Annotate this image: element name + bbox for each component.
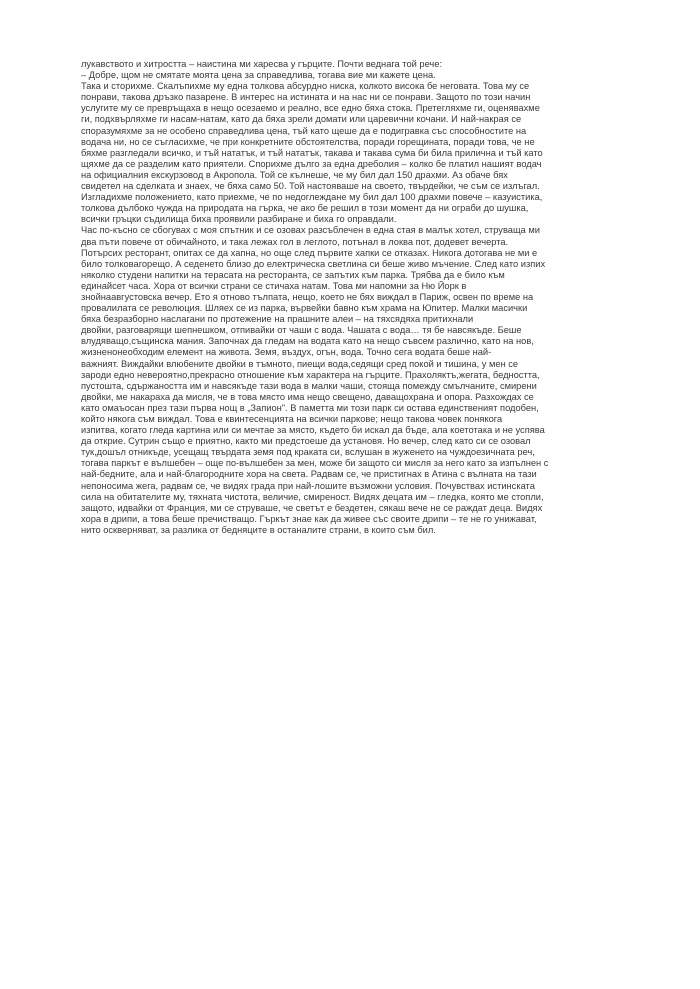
text-line: свидетел на сделката и знаех, че бяха само 50. Той настояваше на своето, твърдейки, че съм се излъгал. xyxy=(81,181,540,192)
text-line: влудяващо,същинска мания. Започнах да гледам на водата като на нещо съвсем различно, като на нов, xyxy=(81,336,534,347)
text-line: Потърсих ресторант, опитах се да хапна, но още след първите хапки се отказах. Никога дотогава не ми е xyxy=(81,247,538,258)
body-text xyxy=(81,59,641,536)
text-line: единайсет часа. Хора от всички страни се стичаха натам. Това ми напомни за Ню Йорк в xyxy=(81,280,467,291)
text-line: понрави, такова дръзко пазарене. В интерес на истината и на нас ни се понрави. Защото по този начин xyxy=(81,92,531,103)
text-line: защото, идвайки от Франция, ми се струваше, че светът е бездетен, сякаш вече не се раждат деца. Видях xyxy=(81,502,543,513)
text-line: знойнаавгустовска вечер. Ето я отново тълпата, нещо, което не бях виждал в Париж, освен по време на xyxy=(81,291,534,302)
text-line: жизненонеобходим елемент на живота. Земя, въздух, огън, вода. Точно сега водата беше най- xyxy=(81,347,492,358)
text-line: услугите му се превръщаха в нещо осезаемо и реално, все едно бяха стока. Претегляхме ги, оценявахме xyxy=(81,103,540,114)
text-line: който някога съм виждал. Това е квинтесенцията на всички паркове; нещо такова човек понякога xyxy=(81,414,503,424)
text-line: Така и сторихме. Скалъпихме му една толкова абсурдно ниска, колкото висока бе неговата. Това му се xyxy=(81,81,530,92)
text-line: ги, подхвърляхме ги насам-натам, като да бяха зрели домати или царевични кочани. И най-накрая се xyxy=(81,114,522,125)
text-line: изпитва, когато гледа картина или си мечтае за място, където би искал да бъде, ала коетотака и не успява xyxy=(81,425,545,436)
text-line: бяха безразборно наслагани по протежение на прашните алеи – на тяхсядяха притихнали xyxy=(81,314,474,325)
text-line: да открие. Сутрин също е приятно, както ми предстоеше да установя. Но вечер, след като си се озовал xyxy=(81,436,531,447)
text-line: важният. Виждайки влюбените двойки в тъмното, пиещи вода,седящи сред покой и тишина, у мен се xyxy=(81,358,519,369)
text-line: хора в дрипи, а това беше пречистващо. Гъркът знае как да живее със своите дрипи – те не го унижават, xyxy=(81,513,537,524)
text-line: било толковагорещо. А седенето близо до електрическа светлина си беше живо мъчение. След като изпих xyxy=(81,258,546,269)
text-line: като омаъосан през тази първа нощ в „Запион". В паметта ми този парк си остава единственият подобен, xyxy=(81,402,539,413)
text-line: щяхме да се разделим като приятели. Спорихме дълго за една дреболия – колко бе платил нашият водач xyxy=(81,158,542,169)
text-line: бяхме разгледали всичко, и тъй нататък, и тъй нататък, такава и такава сума би била прилична и тъй като xyxy=(81,147,543,158)
text-line: непоносима жега, радвам се, че видях града при най-лошите възможни условия. Почувствах истинската xyxy=(81,480,535,491)
text-line: – Добре, щом не смятате моята цена за справедлива, тогава вие ми кажете цена. xyxy=(81,70,436,81)
text-line: на официалния екскурзовод в Акропола. Той се кълнеше, че му бил дал 150 драхми. Аз обаче бях xyxy=(81,169,508,180)
text-line: няколко студени напитки на терасата на ресторанта, се запътих към парка. Трябва да е било към xyxy=(81,269,505,280)
text-line: зароди едно невероятно,прекрасно отношение към характера на гърците. Прахоляктъ,жегата, бедността, xyxy=(81,369,540,380)
text-line: водача ни, но се съгласихме, че при конкретните обстоятелства, поради горещината, поради това, че не xyxy=(81,136,535,147)
text-line: всички гръцки съдилища биха проявили разбиране и биха го оправдали. xyxy=(81,214,397,225)
text-line: толкова дълбоко чужда на природата на гърка, че ако бе решил в този момент да ни ограби до шушка, xyxy=(81,203,529,214)
text-line: сила на обитателите му, тяхната чистота, величие, смиреност. Видях децата им – гледка, която ме стопли, xyxy=(81,491,544,502)
text-line: Час по-късно се сбогувах с моя спътник и се озовах разсъблечен в една стая в малък хотел, струваща ми xyxy=(81,225,540,236)
text-line: двойки, разговарящи шепнешком, отпивайки от чаши с вода. Чашата с вода… тя бе навсякъде. Беше xyxy=(81,325,522,336)
text-line: два пъти повече от обичайното, и така лежах гол в леглото, потънал в локва пот, додевет вечерта. xyxy=(81,236,509,247)
text-line: най-бедните, ала и най-благородните хора на света. Радвам се, че пристигнах в Атина с вълната на тази xyxy=(81,469,537,480)
text-line: тогава паркът е вълшебен – още по-вълшебен за мен, може би защото си мисля за него като за изпълнен с xyxy=(81,458,549,469)
text-line: лукавството и хитростта – наистина ми харесва у гърците. Почти веднага той рече: xyxy=(81,59,443,69)
text-line: споразумяхме за не особено справедлива цена, тъй като щеше да е подигравка със способностите на xyxy=(81,125,527,136)
text-line: двойки, ме накараха да мисля, че в това място има нещо свещено, даващохрана и опора. Разхождах се xyxy=(81,391,534,402)
text-line: провалилата се революция. Шляех се из парка, вървейки бавно към храма на Юпитер. Малки масички xyxy=(81,303,528,314)
text-line: Изгладихме положението, като приехме, че по недоглеждане му бил дал 100 драхми повече – казуистика, xyxy=(81,192,543,203)
text-line: пустошта, сдържаността им и навсякъде тази вода в малки чаши, стояща помежду смълчаните, смирени xyxy=(81,380,537,391)
text-line: нито оскверняват, за разлика от бедняците в останалите страни, в които съм бил. xyxy=(81,524,436,535)
text-line: тук,дошъл отникъде, усещащ твърдата земя под краката си, вслушан в жуженето на чуждоезичната реч, xyxy=(81,447,535,458)
